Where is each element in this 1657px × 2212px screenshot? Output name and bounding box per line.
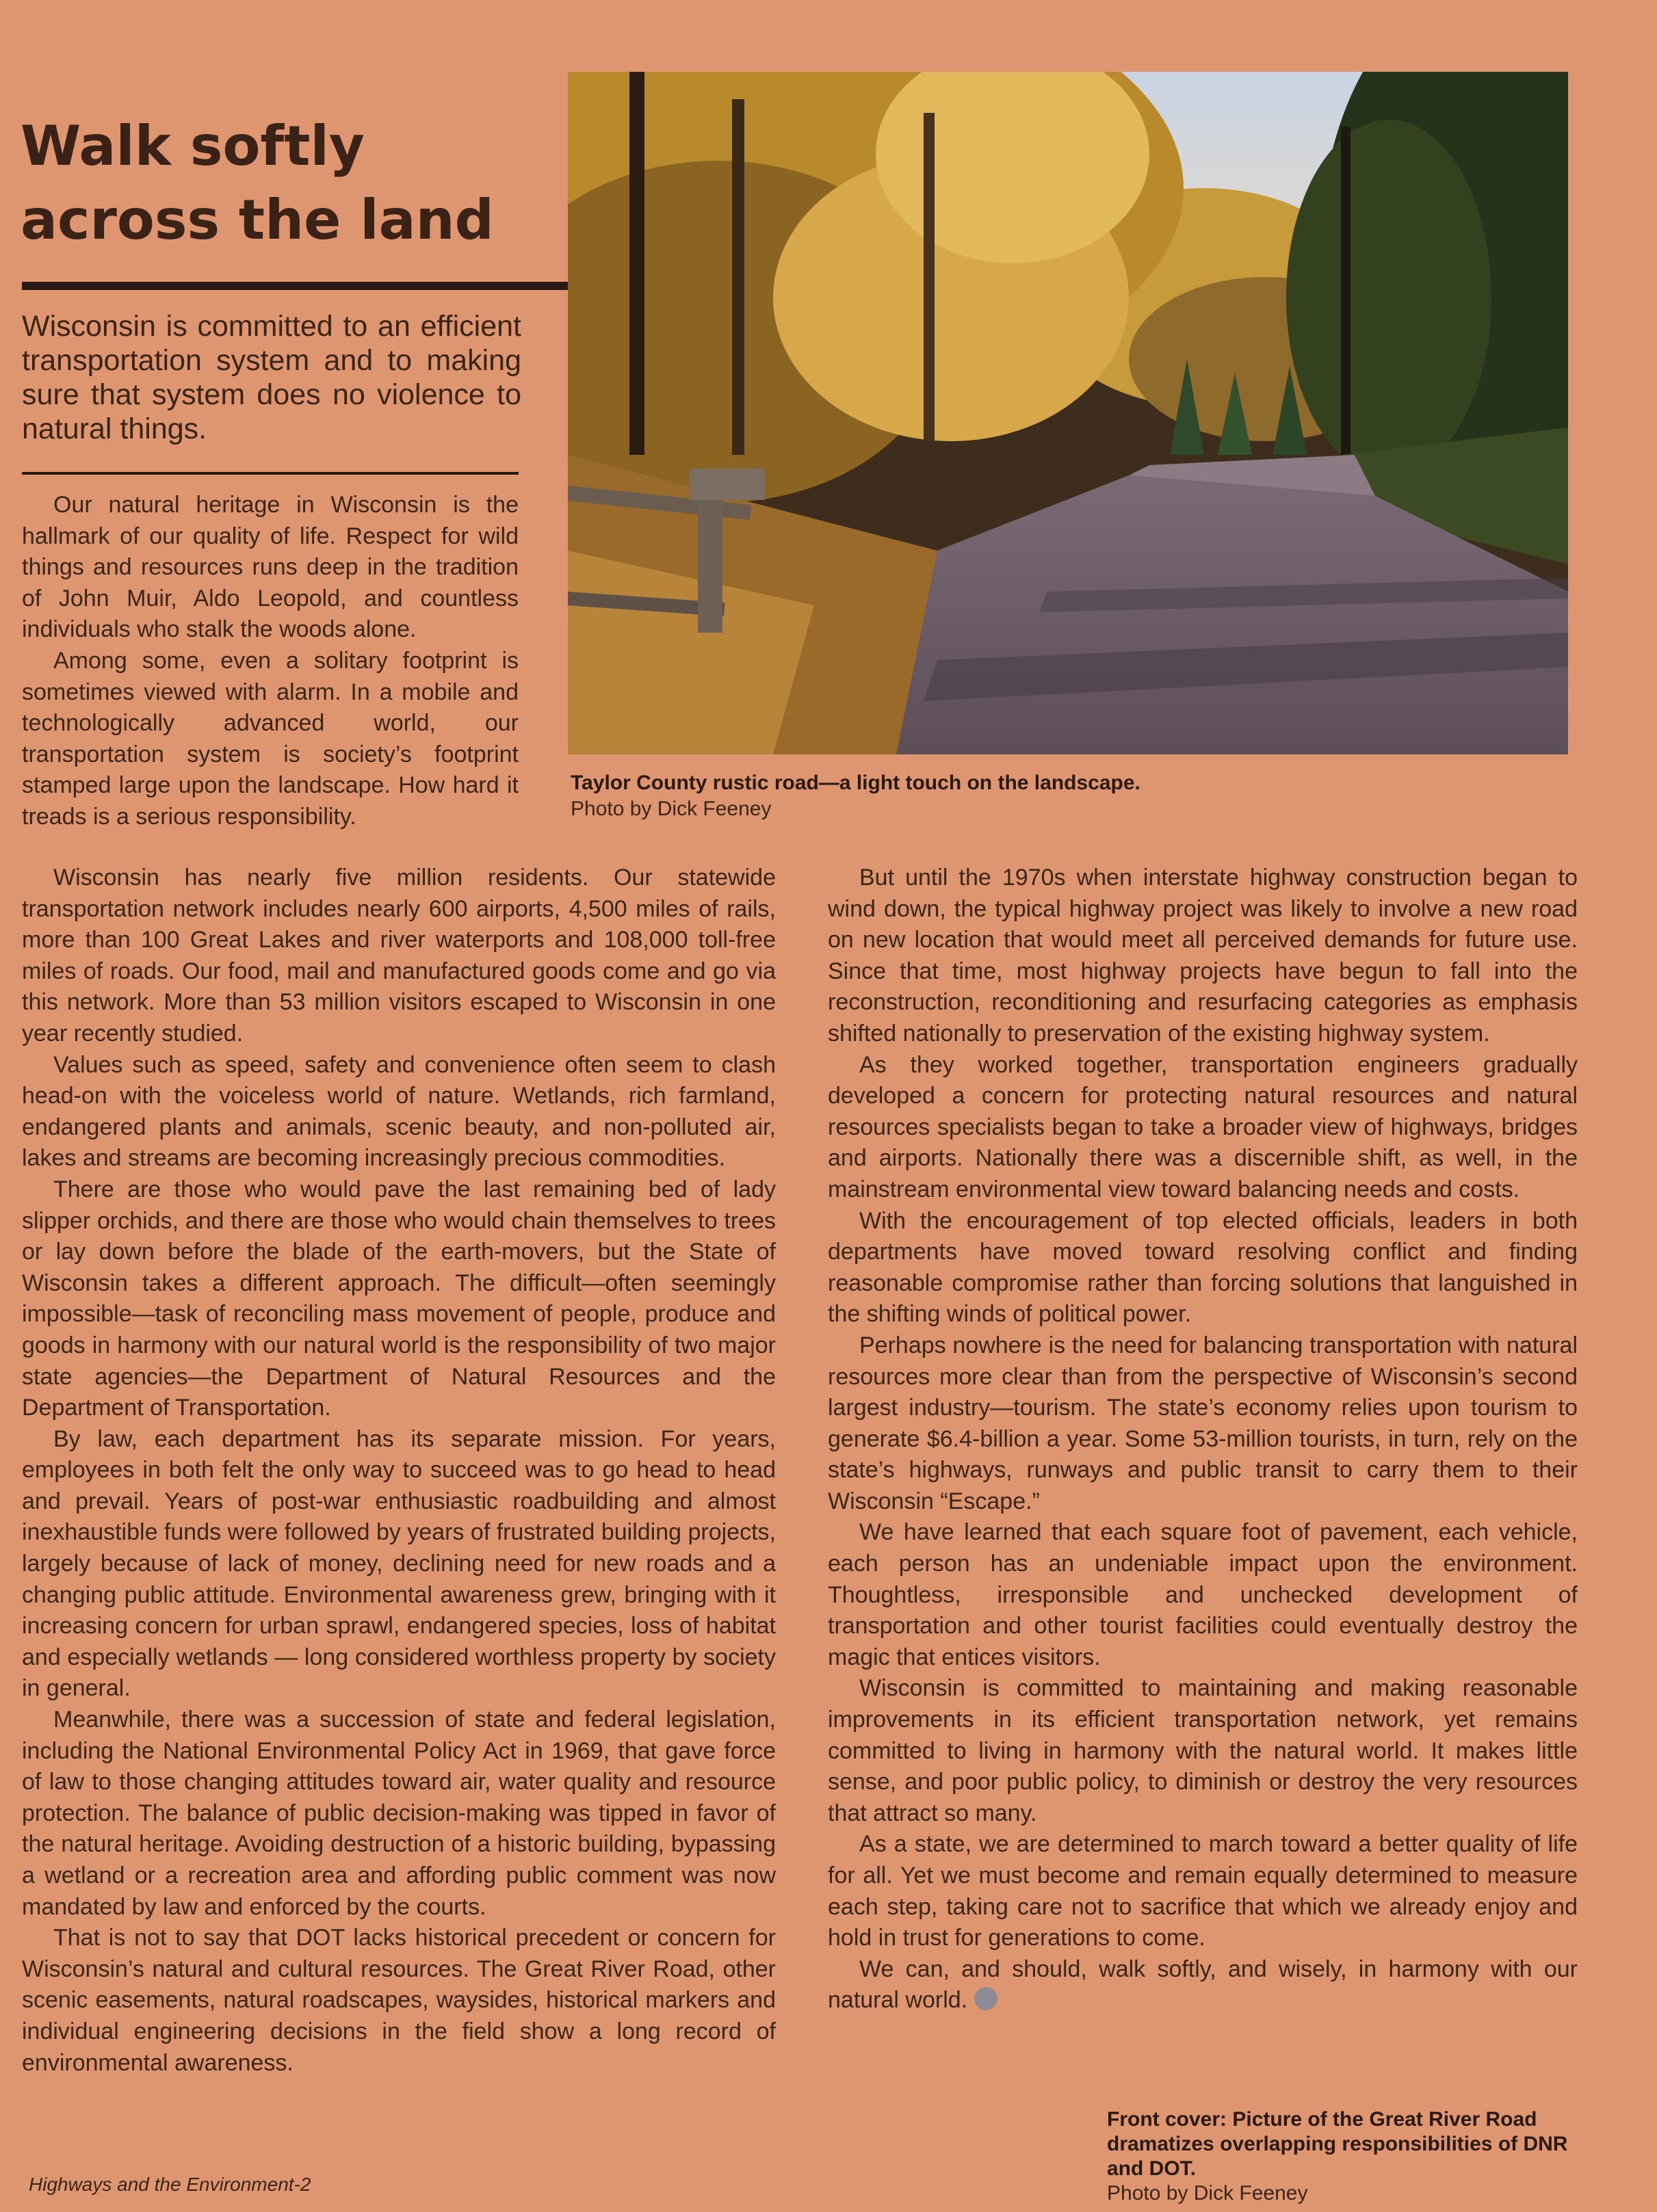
cover-note-text: Front cover: Picture of the Great River Road dramatizes overlapping responsibilities of DNR and DOT.	[1107, 2108, 1568, 2180]
paragraph: Values such as speed, safety and convenience often seem to clash head-on with the voiceless world of nature. Wetlands, rich farmland, endangered plants and animals, scenic beauty, and non-polluted air, lakes and streams are becoming increasingly precious commodities.	[22, 1051, 776, 1172]
body-column-right	[828, 863, 1578, 2016]
deck-rule	[22, 472, 519, 475]
paragraph: But until the 1970s when interstate highway construction began to wind down, the typical highway project was likely to involve a new road on new location that would meet all perceived demands for future use. Since that time, most highway projects have begun to fall into the reconstruction, reconditioning and resurfacing categories as emphasis shifted nationally to preservation of the existing highway system.	[828, 865, 1578, 1046]
paragraph: By law, each department has its separate mission. For years, employees in both felt the only way to succeed was to go head to head and prevail. Years of post-war enthusiastic roadbuilding and almost inexhaustible funds were followed by years of frustrated building projects, largely because of lack of money, declining need for new roads and a changing public attitude. Environmental awareness grew, bringing with it increasing concern for urban sprawl, endangered species, loss of habitat and especially wetlands — long considered worthless property by society in general.	[22, 1425, 776, 1702]
end-mark-icon	[974, 1987, 997, 2010]
title-rule	[22, 282, 571, 290]
paragraph: As they worked together, transportation engineers gradually developed a concern for protecting natural resources and natural resources specialists began to take a broader view of highways, bridges and airports. Nationally there was a discernible shift, as well, in the mainstream environmental view toward balancing needs and costs.	[828, 1051, 1578, 1202]
paragraph: Our natural heritage in Wisconsin is the hallmark of our quality of life. Respect for wild things and resources runs deep in the tradition of John Muir, Aldo Leopold, and countless individuals who stalk the woods alone.	[22, 492, 519, 643]
title-line-2: across the land	[21, 188, 494, 252]
article-deck: Wisconsin is committed to an efficient transportation system and to making sure that system does no violence to natural things.	[22, 310, 521, 445]
paragraph: Perhaps nowhere is the need for balancing transportation with natural resources more clear than from the perspective of Wisconsin’s second largest industry—tourism. The state’s economy relies upon tourism to generate $6.4-billion a year. Some 53-million tourists, in turn, rely on the state’s highways, runways and public transit to carry them to their Wisconsin “Escape.”	[828, 1332, 1578, 1514]
paragraph: There are those who would pave the last remaining bed of lady slipper orchids, and there are those who would chain themselves to trees or lay down before the blade of the earth-movers, but the State of Wisconsin takes a different approach. The difficult—often seemingly impossible—task of reconciling mass movement of people, produce and goods in harmony with our natural world is the responsibility of two major state agencies—the Department of Natural Resources and the Department of Transportation.	[22, 1176, 776, 1421]
final-sentence: We can, and should, walk softly, and wisely, in harmony with our natural world.	[828, 1956, 1578, 2014]
article-title	[21, 109, 547, 257]
paragraph: As a state, we are determined to march toward a better quality of life for all. Yet we must become and remain equally determined to measure each step, taking care not to sacrifice that which we already enjoy and hold in trust for generations to come.	[828, 1831, 1578, 1951]
photo-caption-title: Taylor County rustic road—a light touch on the landscape.	[571, 772, 1140, 794]
paragraph: Wisconsin has nearly five million residents. Our statewide transportation network includes nearly 600 airports, 4,500 miles of rails, more than 100 Great Lakes and river waterports and 108,000 toll-free miles of roads. Our food, mail and manufactured goods come and go via this network. More than 53 million visitors escaped to Wisconsin in one year recently studied.	[22, 865, 776, 1046]
cover-note-credit: Photo by Dick Feeney	[1107, 2182, 1308, 2204]
paragraph-final	[828, 1954, 1578, 2016]
paragraph: Among some, even a solitary footprint is sometimes viewed with alarm. In a mobile and technologically advanced world, our transportation system is society’s footprint stamped large upon the landscape. How hard it treads is a serious responsibility.	[22, 647, 519, 830]
cover-note	[1107, 2107, 1579, 2206]
paragraph: We have learned that each square foot of pavement, each vehicle, each person has an undeniable impact upon the environment. Thoughtless, irresponsible and unchecked development of transportation and other tourist facilities could eventually destroy the magic that entices visitors.	[828, 1519, 1578, 1670]
paragraph: That is not to say that DOT lacks historical precedent or concern for Wisconsin’s natural and cultural resources. The Great River Road, other scenic easements, natural roadscapes, waysides, historical markers and individual engineering decisions in the field show a long record of environmental awareness.	[22, 1925, 776, 2076]
title-line-1: Walk softly	[21, 114, 365, 178]
autumn-rustic-road-photo	[568, 72, 1568, 754]
paragraph: Wisconsin is committed to maintaining and making reasonable improvements in its efficient transportation network, yet remains committed to living in harmony with the natural world. It makes little sense, and poor public policy, to diminish or destroy the very resources that attract so many.	[828, 1675, 1578, 1826]
photo-caption-credit: Photo by Dick Feeney	[571, 798, 772, 820]
paragraph: With the encouragement of top elected officials, leaders in both departments have moved toward resolving conflict and finding reasonable compromise rather than forcing solutions that languished in the shifting winds of political power.	[828, 1207, 1578, 1328]
body-column-left	[22, 863, 776, 2079]
page-footer: Highways and the Environment-2	[29, 2174, 311, 2195]
paragraph: Meanwhile, there was a succession of state and federal legislation, including the National Environmental Policy Act in 1969, that gave force of law to those changing attitudes toward air, water quality and resource protection. The balance of public decision-making was tipped in favor of the natural heritage. Avoiding destruction of a historic building, bypassing a wetland or a recreation area and affording public comment was now mandated by law and enforced by the courts.	[22, 1707, 776, 1920]
body-column-intro	[22, 490, 519, 833]
